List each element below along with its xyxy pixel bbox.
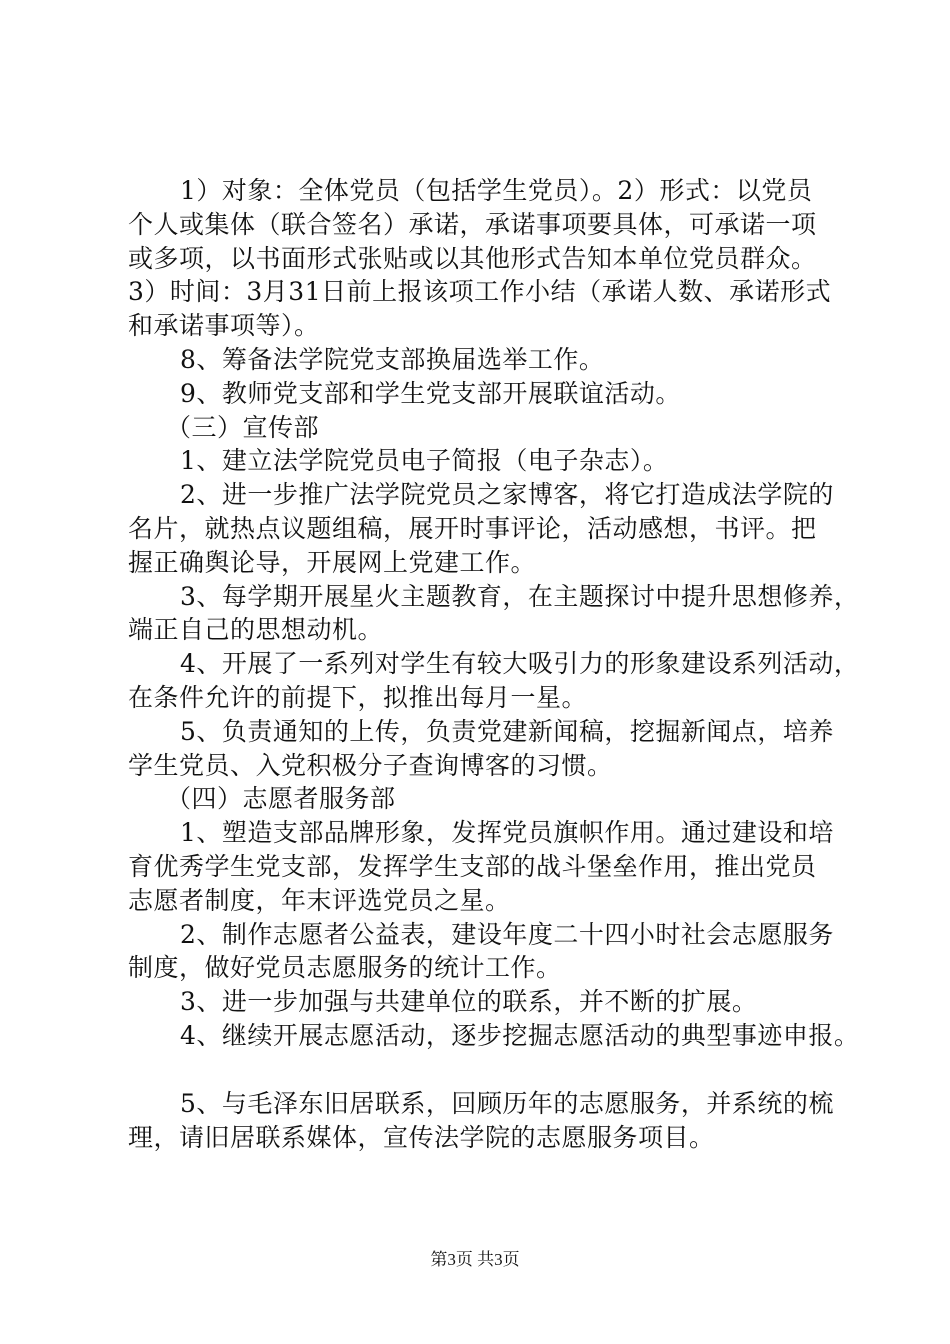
text-line: 学生党员、入党积极分子查询博客的习惯。 (128, 750, 613, 780)
text-line: 和承诺事项等）。 (128, 311, 320, 341)
text-line: 理，请旧居联系媒体，宣传法学院的志愿服务项目。 (128, 1122, 715, 1152)
page-number: 第3页 共3页 (430, 1250, 520, 1269)
text-line: 或多项，以书面形式张贴或以其他形式告知本单位党员群众。 (128, 243, 817, 273)
text-line: 9、教师党支部和学生党支部开展联谊活动。 (180, 378, 681, 408)
text-line: 握正确舆论导，开展网上党建工作。 (128, 547, 537, 577)
section-heading: （四）志愿者服务部 (166, 784, 396, 814)
text-line: 5、负责通知的上传，负责党建新闻稿，挖掘新闻点，培养 (180, 716, 834, 746)
text-line: 1、塑造支部品牌形象，发挥党员旗帜作用。通过建设和培 (180, 818, 834, 848)
text-line: 在条件允许的前提下，拟推出每月一星。 (128, 682, 588, 712)
text-line: 育优秀学生党支部，发挥学生支部的战斗堡垒作用，推出党员 (128, 851, 817, 881)
text-line: 8、筹备法学院党支部换届选举工作。 (180, 344, 605, 374)
text-line: 5、与毛泽东旧居联系，回顾历年的志愿服务，并系统的梳 (180, 1088, 834, 1118)
text-line: 制度，做好党员志愿服务的统计工作。 (128, 953, 562, 983)
paragraph-gap (128, 1053, 840, 1087)
text-line: 名片，就热点议题组稿，展开时事评论，活动感想，书评。把 (128, 513, 817, 543)
text-line: 2、制作志愿者公益表，建设年度二十四小时社会志愿服务 (180, 919, 834, 949)
text-line: 端正自己的思想动机。 (128, 615, 384, 645)
text-line: 个人或集体（联合签名）承诺，承诺事项要具体，可承诺一项 (128, 209, 817, 239)
text-line: 志愿者制度，年末评选党员之星。 (128, 885, 511, 915)
text-line: 4、开展了一系列对学生有较大吸引力的形象建设系列活动， (180, 649, 860, 679)
section-heading: （三）宣传部 (166, 412, 320, 442)
text-line: 1、建立法学院党员电子简报（电子杂志）。 (180, 446, 669, 476)
document-body (128, 174, 860, 1154)
text-line: 2、进一步推广法学院党员之家博客，将它打造成法学院的 (180, 480, 834, 510)
text-line: 3、每学期开展星火主题教育，在主题探讨中提升思想修养， (180, 581, 860, 611)
text-line: 3、进一步加强与共建单位的联系，并不断的扩展。 (180, 987, 758, 1017)
text-line: 1）对象：全体党员（包括学生党员）。2）形式：以党员 (180, 176, 813, 205)
text-line: 4、继续开展志愿活动，逐步挖掘志愿活动的典型事迹申报。 (180, 1020, 860, 1050)
text-line: 3）时间：3月31日前上报该项工作小结（承诺人数、承诺形式 (128, 277, 832, 307)
